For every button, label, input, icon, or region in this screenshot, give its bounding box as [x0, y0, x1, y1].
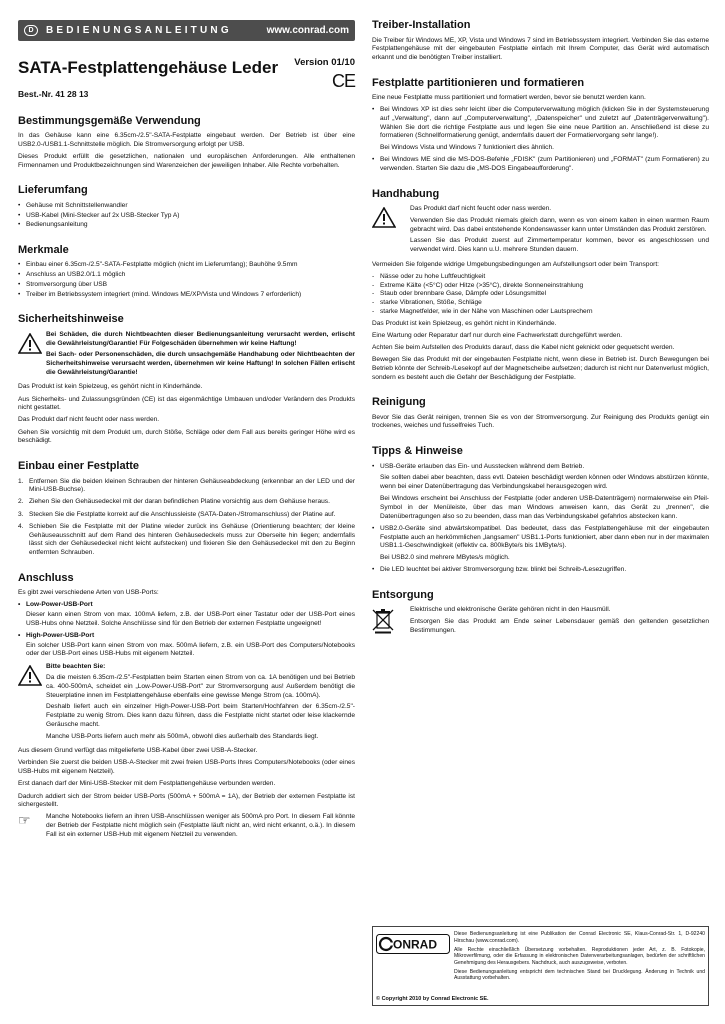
right-column [372, 18, 709, 642]
list-item: - starke Vibrationen, Stöße, Schläge [372, 299, 709, 308]
paragraph: Bei Windows erscheint bei Anschluss der Festplatte (oder anderen USB-Datenträgern) normalerweise ein Pfeil-Symbol in der Menüleiste, über das man Windows anweisen kann, das Gerät zu „trennen", die Datenübertragungen also so zu beenden, dass man das Verbindungskabel gefahrlos abstecken kann. [380, 495, 709, 520]
paragraph: Bewegen Sie das Produkt mit der eingebauten Festplatte nicht, wenn diese in Betrieb ist. Durch Bewegungen bei Betrieb könnte der Schreib-/Lesekopf auf der Magnetscheibe aufsetzen; dadurch ist nicht nur Datenverlust möglich, sondern es besteht auch die Gefahr der Beschädigung der Festplatte. [372, 356, 709, 381]
paragraph: Dadurch addiert sich der Strom beider USB-Ports (500mA + 500mA = 1A), der Betrieb der externen Festplatte ist sichergestellt. [18, 792, 355, 809]
warning-text: Verwenden Sie das Produkt niemals gleich dann, wenn es von einem kalten in einen warmen Raum gebracht wird. Das dabei entstehende Kondenswasser kann unter Umständen das Produkt zerstören. [410, 216, 709, 233]
list-item: • Die LED leuchtet bei aktiver Stromversorgung bzw. blinkt bei Schreib-/Lesezugriffen. [372, 566, 709, 575]
warning-text: Lassen Sie das Produkt zuerst auf Zimmertemperatur kommen, bevor es angeschlossen und verwendet wird. Dies kann u.U. mehrere Stunden dauern. [410, 237, 709, 254]
merkmale-list [18, 261, 355, 299]
list-item: 2. Ziehen Sie den Gehäusedeckel mit der daran befindlichen Platine vorsichtig aus dem Gehäuse heraus. [18, 498, 330, 506]
tipps-list [372, 463, 709, 575]
title-row [18, 57, 355, 93]
conditions-list [372, 273, 709, 317]
list-item: • USB-Kabel (Mini-Stecker auf 2x USB-Stecker Typ A) [18, 212, 355, 221]
paragraph: Dieser kann einen Strom von max. 100mA liefern, z.B. der USB-Port einer Tastatur oder der USB-Port eines USB-Hubs ohne Netzteil. Solche Anschlüsse sind für den Betrieb der externen Festplatte ungeeignet! [26, 611, 355, 627]
note-block [18, 813, 355, 839]
warning-text: Das Produkt darf nicht feucht oder nass werden. [410, 205, 552, 213]
ce-mark: CE [331, 70, 355, 91]
heading-handhabung: Handhabung [372, 187, 440, 200]
header-url[interactable]: www.conrad.com [266, 24, 349, 36]
list-item: • Bei Windows XP ist dies sehr leicht über die Computerverwaltung möglich (klicken Sie in der Systemsteuerung auf „Verwaltung", dann auf „Computerverwaltung", „Datenspeicher" und zuletzt auf „Datenträgerverwaltung"). Wählen Sie dort die richtige Festplatte aus und legen Sie eine neue Partition an. Anschließend ist diese zu formatieren (Schnellformatierung genügt, andernfalls dauert der Formatiervorgang sehr lange!). Bei Windows Vista und Windows 7 funktioniert dies ähnlich. [372, 106, 709, 153]
paragraph: Bei USB2.0 sind mehrere MBytes/s möglich. [380, 554, 510, 561]
disposal-block [372, 606, 709, 638]
port-types-list [18, 601, 355, 610]
warning-block [18, 663, 355, 745]
list-item: 1. Entfernen Sie die beiden kleinen Schrauben der hinteren Gehäuseabdeckung (erkennbar an der LED und der Mini-USB-Buchse). [18, 477, 355, 494]
paragraph: Eine Wartung oder Reparatur darf nur durch eine Fachwerkstatt durchgeführt werden. [372, 331, 623, 339]
warning-triangle-icon [18, 663, 46, 745]
lieferumfang-list [18, 202, 355, 230]
warning-block [372, 205, 709, 258]
heading-partition: Festplatte partitionieren und formatieren [372, 76, 585, 89]
list-item: - starke Magnetfelder, wie in der Nähe von Maschinen oder Lautsprechern [372, 308, 709, 317]
logo-text: ONRAD [393, 937, 437, 952]
pointing-hand-icon: ☞ [18, 812, 31, 829]
heading-bestimmung: Bestimmungsgemäße Verwendung [18, 114, 201, 127]
paragraph: Das Produkt ist kein Spielzeug, es gehört nicht in Kinderhände. [18, 383, 203, 391]
list-item: • Gehäuse mit Schnittstellenwandler [18, 202, 355, 211]
list-item: - Staub oder brennbare Gase, Dämpfe oder Lösungsmittel [372, 290, 709, 299]
version-label: Version 01/10 [294, 57, 355, 68]
header-band [18, 20, 355, 41]
paragraph: Entsorgen Sie das Produkt am Ende seiner Lebensdauer gemäß den geltenden gesetzlichen Bestimmungen. [410, 618, 709, 634]
conrad-logo [376, 931, 454, 984]
partition-list [372, 106, 709, 173]
list-item: - Extreme Kälte (<5°C) oder Hitze (>35°C), direkte Sonneneinstrahlung [372, 282, 709, 291]
list-item: • Anschluss an USB2.0/1.1 möglich [18, 271, 355, 280]
list-item: - Nässe oder zu hohe Luftfeuchtigkeit [372, 273, 709, 282]
list-item: • Treiber im Betriebssystem integriert (mind. Windows ME/XP/Vista und Windows 7 erforderlich) [18, 291, 355, 300]
warning-triangle-icon [18, 331, 46, 381]
language-badge: D [24, 25, 38, 36]
paragraph: Es gibt zwei verschiedene Arten von USB-Ports: [18, 589, 159, 597]
port-types-list-2 [18, 632, 355, 641]
warning-triangle-icon [372, 205, 410, 258]
list-item: • High-Power-USB-Port [18, 632, 355, 641]
heading-entsorgung: Entsorgung [372, 588, 434, 601]
paragraph: Ein solcher USB-Port kann einen Strom von max. 500mA liefern, z.B. ein USB-Port des Computers/Notebooks oder der USB-Port eines USB-Hubs mit eigenem Netzteil. [26, 641, 355, 658]
list-item: • USB2.0-Geräte sind abwärtskompatibel. Das bedeutet, dass das Festplattengehäuse mit der eingebauten Festplatte auch an herkömmlichen „langsamen" USB1.1-Ports funktioniert, aber dann eben nur in der maximalen USB1.1-Geschwindigkeit (effektiv ca. 800kByte/s bis 1MByte/s). Bei USB2.0 sind mehrere MBytes/s möglich. [372, 525, 709, 563]
warning-text: Bei Sach- oder Personenschäden, die durch unsachgemäße Handhabung oder Nichtbeachten der Sicherheitshinweise verursacht werden, übernehmen wir keine Haftung! In solchen Fällen erlischt die Gewährleistung/Garantie! [46, 351, 355, 376]
paragraph: Achten Sie beim Aufstellen des Produkts darauf, dass die Kabel nicht geknickt oder gequetscht werden. [372, 343, 675, 351]
warning-text: Da die meisten 6.35cm-/2.5"-Festplatten beim Starten einen Strom von ca. 1A benötigen und bei Betrieb ca. 400-500mA, scheidet ein „Low-Power-USB-Port" zur Stromversorgung aus! Außerdem benötigt die Steuerplatine innen im Festplattengehäuse ebenfalls eine gewisse Menge Strom (ca. 100mA). [46, 674, 355, 699]
paragraph: Aus Sicherheits- und Zulassungsgründen (CE) ist das eigenmächtige Umbauen und/oder Verändern des Produkts nicht gestattet. [18, 395, 355, 412]
imprint-box [372, 926, 709, 1006]
document-title: SATA-Festplattengehäuse Leder [18, 58, 279, 77]
crossed-bin-icon [372, 606, 410, 638]
warning-text: Bei Schäden, die durch Nichtbeachten dieser Bedienungsanleitung verursacht werden, erlischt die Gewährleistung/Garantie! Für Folgeschäden übernehmen wir keine Haftung! [46, 330, 355, 347]
note-text: Manche Notebooks liefern an ihren USB-Anschlüssen weniger als 500mA pro Port. In diesem Fall könnte der Betrieb der Festplatte nicht möglich sein (Festplatte läuft nicht an, wird nicht erkannt, o.ä.). In diesem Fall ist ein externer USB-Hub mit eigenem Netzteil zu verwenden. [46, 813, 355, 838]
paragraph: Bevor Sie das Gerät reinigen, trennen Sie es von der Stromversorgung. Zur Reinigung des Produkts genügt ein trockenes, weiches und fusselfreies Tuch. [372, 413, 709, 430]
paragraph: In das Gehäuse kann eine 6.35cm-/2.5"-SATA-Festplatte eingebaut werden. Der Betrieb ist über eine USB2.0-/USB1.1-Schnittstelle möglich. Die Stromversorgung erfolgt per USB. [18, 132, 355, 148]
list-item: 4. Schieben Sie die Festplatte mit der Platine wieder zurück ins Gehäuse (Orientierung beachten; der kleine Gehäuseausschnitt auf dem Rand des hinteren Gehäusedeckels muss zur Oberseite hin liegen; andernfalls lässt sich der Gehäusedeckel nicht leicht aufstecken) und fixieren Sie den Gehäusedeckel mit den zu Beginn entfernten Schrauben. [18, 522, 355, 556]
heading-anschluss: Anschluss [18, 571, 74, 584]
paragraph: Gehen Sie vorsichtig mit dem Produkt um, durch Stöße, Schläge oder dem Fall aus bereits geringer Höhe wird es beschädigt. [18, 428, 355, 445]
paragraph: Das Produkt darf nicht feucht oder nass werden. [18, 416, 160, 424]
list-item: • USB-Geräte erlauben das Ein- und Ausstecken während dem Betrieb. Sie sollten dabei aber beachten, dass evtl. Dateien beschädigt werden können oder Windows abstürzen könnte, wenn bei einer Datenübertragung das Verbindungskabel herausgezogen wird. Bei Windows erscheint bei Anschluss der Festplatte (oder anderen USB-Datenträgern) normalerweise ein Pfeil-Symbol in der Menüleiste, über das man Windows anweisen kann, das Gerät zu „trennen", die Datenübertragungen also so zu beenden, dass man das Verbindungskabel gefahrlos abstecken kann. [372, 463, 709, 522]
paragraph: Sie sollten dabei aber beachten, dass evtl. Dateien beschädigt werden können oder Windows abstürzen könnte, wenn bei einer Datenübertragung das Verbindungskabel herausgezogen wird. [380, 474, 709, 491]
heading-sicherheit: Sicherheitshinweise [18, 313, 124, 326]
paragraph: Elektrische und elektronische Geräte gehören nicht in den Hausmüll. [410, 606, 611, 614]
paragraph: Erst danach darf der Mini-USB-Stecker mit dem Festplattengehäuse verbunden werden. [18, 780, 276, 788]
list-item: 3. Stecken Sie die Festplatte korrekt auf die Anschlussleiste (SATA-Daten-/Stromanschluss) der Platine auf. [18, 510, 336, 518]
list-item: • Einbau einer 6.35cm-/2.5"-SATA-Festplatte möglich (nicht im Lieferumfang); Bauhöhe 9.5mm [18, 261, 355, 270]
left-column [18, 20, 355, 840]
copyright: © Copyright 2010 by Conrad Electronic SE. [376, 995, 489, 1002]
paragraph: Das Produkt ist kein Spielzeug, es gehört nicht in Kinderhände. [372, 319, 557, 327]
order-number: Best.-Nr. 41 28 13 [18, 89, 89, 100]
list-item: • Bei Windows ME sind die MS-DOS-Befehle „FDISK" (zum Partitionieren) und „FORMAT" (zum Formatieren) zu verwenden. Starten Sie dazu die „MS-DOS Eingabeaufforderung". [372, 156, 709, 173]
heading-tipps: Tipps & Hinweise [372, 445, 463, 458]
header-title: BEDIENUNGSANLEITUNG [46, 24, 232, 36]
list-item: • Low-Power-USB-Port [18, 601, 355, 610]
warning-block [18, 331, 355, 381]
imprint-text: Diese Bedienungsanleitung ist eine Publikation der Conrad Electronic SE, Klaus-Conrad-Str. 1, D-92240 Hirschau (www.conrad.com). [454, 931, 705, 944]
paragraph: Verbinden Sie zuerst die beiden USB-A-Stecker mit zwei freien USB-Ports Ihres Computers/Notebooks (oder eines USB-Hubs mit eigenem Netzteil). [18, 759, 355, 776]
paragraph: Eine neue Festplatte muss partitioniert und formatiert werden, bevor sie benutzt werden kann. [372, 94, 646, 102]
einbau-steps [18, 478, 355, 558]
heading-treiber: Treiber-Installation [372, 19, 471, 31]
heading-reinigung: Reinigung [372, 396, 426, 409]
paragraph: Vermeiden Sie folgende widrige Umgebungsbedingungen am Aufstellungsort oder beim Transport: [372, 260, 660, 268]
heading-merkmale: Merkmale [18, 243, 69, 256]
imprint-text: Diese Bedienungsanleitung entspricht dem technischen Stand bei Drucklegung. Änderung in Technik und Ausstattung vorbehalten. [454, 968, 705, 982]
paragraph: Bei Windows Vista und Windows 7 funktioniert dies ähnlich. [380, 144, 554, 152]
warning-title: Bitte beachten Sie: [46, 662, 106, 670]
heading-einbau: Einbau einer Festplatte [18, 460, 140, 473]
paragraph: Dieses Produkt erfüllt die gesetzlichen, nationalen und europäischen Anforderungen. Alle enthaltenen Firmennamen und Produktbezeichnungen sind Warenzeichen der jeweiligen Inhaber. Alle Rechte vorbehalten. [18, 152, 355, 169]
heading-lieferumfang: Lieferumfang [18, 184, 88, 197]
paragraph: Die Treiber für Windows ME, XP, Vista und Windows 7 sind im Betriebssystem integriert. Verbinden Sie das externe Festplattengehäuse mit der eingebauten Festplatte einfach mit Ihrem Computer, das Gerät wird automatisch erkannt und die benötigten Treiber installiert. [372, 36, 709, 61]
warning-text: Manche USB-Ports liefern auch mehr als 500mA, obwohl dies außerhalb des Standards liegt. [46, 732, 319, 740]
paragraph: Aus diesem Grund verfügt das mitgelieferte USB-Kabel über zwei USB-A-Stecker. [18, 747, 258, 755]
imprint-text: Alle Rechte einschließlich Übersetzung vorbehalten. Reproduktionen jeder Art, z. B. Fotokopie, Mikroverfilmung, oder die Erfassung in elektronischen Datenverarbeitungsanlagen, bedürfen der schriftlichen Genehmigung des Herausgebers. Nachdruck, auch auszugsweise, verboten. [454, 946, 705, 966]
list-item: • Bedienungsanleitung [18, 221, 355, 230]
list-item: • Stromversorgung über USB [18, 281, 355, 290]
warning-text: Deshalb liefert auch ein einzelner High-Power-USB-Port beim Starten/Hochfahren der 6.35cm-/2.5"-Festplatte zu wenig Strom. Dies kann dazu führen, dass die Festplatte nicht startet oder leise klackernde Geräusche macht. [46, 703, 355, 728]
